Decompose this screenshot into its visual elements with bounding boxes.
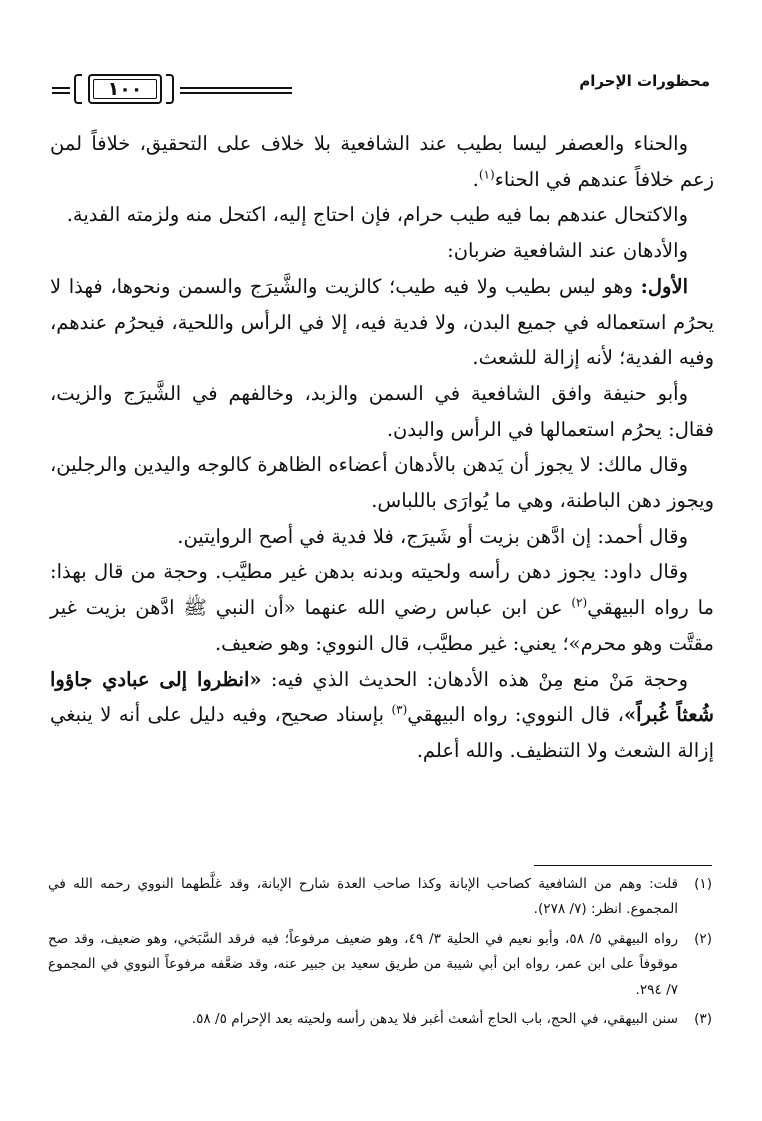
- footnotes: [48, 872, 712, 1036]
- footnote-3: [48, 1007, 712, 1032]
- paragraph-henna: [50, 126, 714, 197]
- ornament-rule-right: [180, 87, 292, 94]
- paragraph-malik: وقال مالك: لا يجوز أن يَدهن بالأدهان أعضاءه الظاهرة كالوجه واليدين والرجلين، ويجوز دهن الباطنة، وهي ما يُوارَى باللباس.: [50, 453, 714, 513]
- page-header: [52, 70, 710, 116]
- paragraph-evidence: [50, 662, 714, 769]
- main-text: [50, 126, 714, 769]
- running-title: محظورات الإحرام: [579, 72, 710, 90]
- paragraph-text: والحناء والعصفر ليسا بطيب عند الشافعية بلا خلاف على التحقيق، خلافاً لمن زعم خلافاً عندهم في الحناء: [50, 132, 714, 191]
- footnote-text: رواه البيهقي ٥/ ٥٨، وأبو نعيم في الحلية ٣/ ٤٩، وهو ضعيف مرفوعاً؛ فيه فرقد السَّبَخي، وهو ضعيف، وقد صح موقوفاً على ابن عمر، رواه ابن أبي شيبة من طريق سعيد بن جبير عنه، وقد ضعَّفه مرفوعاً النووي في المجموع ٧/ ٢٩٤.: [48, 930, 679, 998]
- ornament-bracket-left: [74, 74, 82, 104]
- paragraph-kohl: والاكتحال عندهم بما فيه طيب حرام، فإن احتاج إليه، اكتحل منه ولزمته الفدية.: [66, 203, 688, 227]
- footnote-number: (١): [694, 876, 712, 892]
- first-type-label: الأول:: [640, 274, 688, 298]
- paragraph-text: عن ابن عباس رضي الله عنهما «أن النبي ﷺ ادَّهن بزيت غير مقتَّت وهو محرم»؛ يعني: غير مطيَّب، قال النووي: وهو ضعيف.: [50, 596, 714, 655]
- paragraph-text: وقال داود: يجوز دهن رأسه ولحيته وبدنه بدهن غير مطيَّب. وحجة من قال بهذا: ما رواه البيهقي: [50, 560, 714, 620]
- page-number: ١٠٠: [107, 78, 143, 100]
- footnote-text: قلت: وهم من الشافعية كصاحب الإبانة وكذا صاحب العدة شارح الإبانة، وقد غلَّطهما النووي رحمه الله في المجموع. انظر: (٧/ ٢٧٨).: [48, 876, 678, 918]
- paragraph-abu-hanifa: وأبو حنيفة وافق الشافعية في السمن والزبد، وخالفهم في الشَّيرَج والزيت، فقال: يحرُم استعمالها في الرأس والبدن.: [50, 381, 714, 441]
- hadith-quote: «انظروا إلى عبادي جاؤوا شُعثاً غُبراً»: [50, 667, 714, 727]
- page-number-ornament: [52, 70, 710, 114]
- footnote-ref-1: (١): [478, 167, 495, 182]
- paragraph-oils-intro: والأدهان عند الشافعية ضربان:: [447, 239, 688, 263]
- paragraph-text: وهو ليس بطيب ولا فيه طيب؛ كالزيت والشَّيرَج والسمن ونحوها، فهذا لا يحرُم استعماله في جميع البدن، ولا فدية فيه، إلا في الرأس واللحية، فيحرُم عندهم، وفيه الفدية؛ لأنه إزالة للشعث.: [50, 274, 714, 370]
- footnote-number: (٢): [694, 930, 712, 947]
- ornament-bracket-right: [166, 74, 174, 104]
- paragraph-first-type: [50, 269, 714, 376]
- footnote-number: (٣): [694, 1011, 712, 1028]
- footnote-separator: [534, 865, 712, 866]
- footnote-text: سنن البيهقي، في الحج، باب الحاج أشعث أغبر فلا يدهن رأسه ولحيته بعد الإحرام ٥/ ٥٨.: [191, 1011, 678, 1028]
- ornament-rule-left: [52, 87, 70, 94]
- page-number-box: [88, 74, 162, 104]
- paragraph-text: .: [472, 167, 479, 191]
- paragraph-text: بإسناد صحيح، وفيه دليل على أنه لا ينبغي إزالة الشعث ولا التنظيف. والله أعلم.: [50, 703, 714, 762]
- footnote-2: [48, 927, 712, 1003]
- paragraph-text: وحجة مَنْ منع مِنْ هذه الأدهان: الحديث الذي فيه:: [261, 667, 688, 691]
- footnote-ref-3: (٣): [391, 702, 408, 717]
- paragraph-text: ، قال النووي: رواه البيهقي: [407, 703, 624, 727]
- footnote-1: [48, 872, 712, 923]
- footnote-ref-2: (٢): [571, 595, 588, 610]
- paragraph-ahmad: وقال أحمد: إن ادَّهن بزيت أو شَيرَج، فلا فدية في أصح الروايتين.: [177, 524, 688, 548]
- paragraph-dawud: [50, 554, 714, 661]
